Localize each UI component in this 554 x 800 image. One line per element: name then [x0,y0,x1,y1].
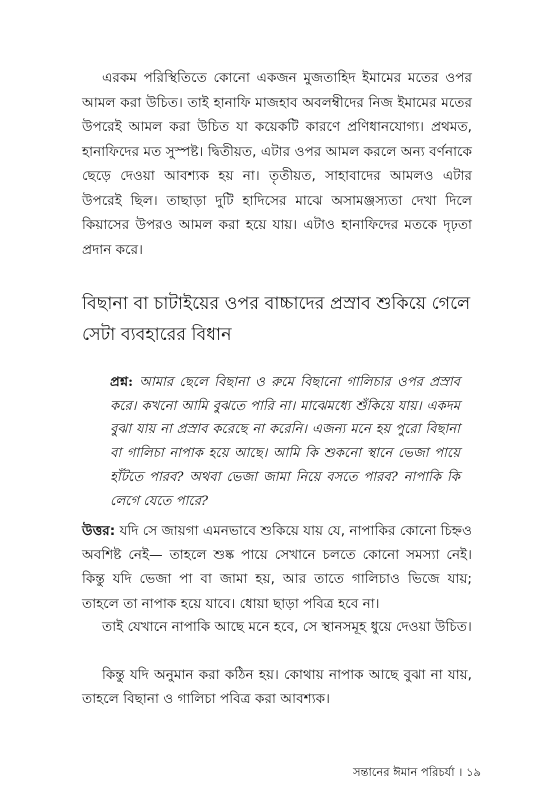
answer-block [82,519,472,616]
question-label: প্রশ্ন: [110,375,134,390]
body-paragraph-a: তাই যেখানে নাপাকি আছে মনে হবে, সে স্থানসমূহ ধুয়ে দেওয়া উচিত। [102,619,472,635]
footer-separator: । [454,765,467,779]
section-heading: বিছানা বা চাটাইয়ের ওপর বাচ্চাদের প্রস্রাব শুকিয়ে গেলে সেটা ব্যবহারের বিধান [82,294,471,345]
page-footer [353,764,481,780]
intro-paragraph: এরকম পরিস্থিতিতে কোনো একজন মুজতাহিদ ইমামের মতের ওপর আমল করা উচিত। তাই হানাফি মাজহাব অবলম্বীদের নিজ ইমামের মতের উপরেই আমল করা উচিত যা কয়েকটি কারণে প্রণিধানযোগ্য। প্রথমত, হানাফিদের মত সুস্পষ্ট। দ্বিতীয়ত, এটার ওপর আমল করলে অন্য বর্ণনাকে ছেড়ে দেওয়া আবশ্যক হয় না। তৃতীয়ত, সাহাবাদের আমলও এটার উপরেই ছিল। তাছাড়া দুটি হাদিসের মাঝে অসামঞ্জস্যতা দেখা দিলে কিয়াসের উপরও আমল করা হয়ে যায়। এটাও হানাফিদের মতকে দৃঢ়তা প্রদান করে। [82,70,472,258]
body-paragraph-b: কিন্তু যদি অনুমান করা কঠিন হয়। কোথায় নাপাক আছে বুঝা না যায়, তাহলে বিছানা ও গালিচা পবিত্র করা আবশ্যক। [82,667,472,708]
answer-text: যদি সে জায়গা এমনভাবে শুকিয়ে যায় যে, নাপাকির কোনো চিহ্নও অবশিষ্ট নেই— তাহলে শুষ্ক পায়ে সেখানে চলতে কোনো সমস্যা নেই। কিন্তু যদি ভেজা পা বা জামা হয়, আর তাতে গালিচাও ভিজে যায়; তাহলে তা নাপাক হয়ে যাবে। ধোয়া ছাড়া পবিত্র হবে না। [82,523,472,612]
page-number: ১৯ [466,765,481,779]
answer-label: উত্তর: [82,523,116,539]
question-text: আমার ছেলে বিছানা ও রুমে বিছানো গালিচার ওপর প্রস্রাব করে। কখনো আমি বুঝতে পারি না। মাঝেমধ্যে শুঁকিয়ে যায়। একদম বুঝা যায় না প্রস্রাব করেছে না করেনি। এজন্য মনে হয় পুরো বিছানা বা গালিচা নাপাক হয়ে আছে। আমি কি শুকনো স্থানে ভেজা পায়ে হাঁটতে পারব? অথবা ভেজা জামা নিয়ে বসতে পারব? নাপাকি কি লেগে যেতে পারে? [110,375,460,509]
question-block [110,371,460,513]
footer-book-title: সন্তানের ঈমান পরিচর্যা [352,765,455,779]
